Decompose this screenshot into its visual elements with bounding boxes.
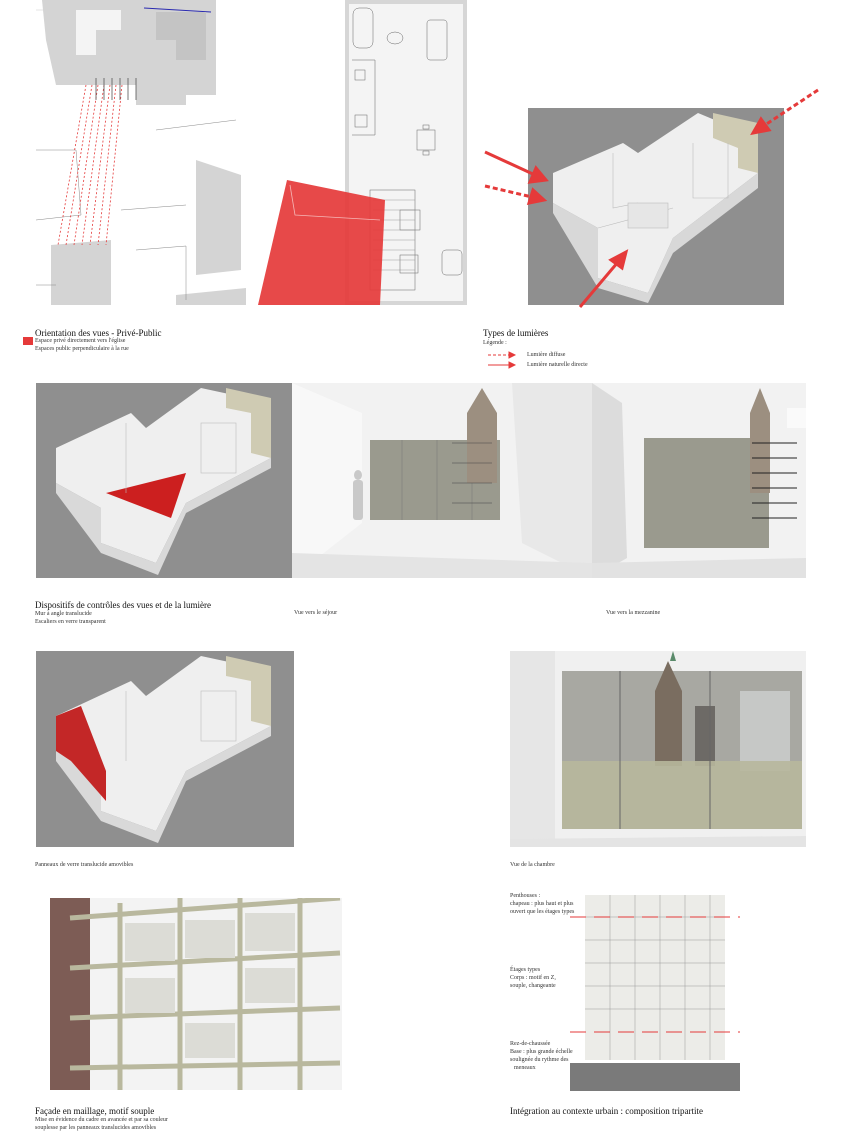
- annotation-rdc-line-1: Base : plus grande échelle: [510, 1049, 573, 1055]
- orientation-line-1: Espace privé directement vers l'église: [35, 338, 126, 344]
- living-room-view: [292, 383, 592, 578]
- dispositifs-line-1: Mur à angle translucide: [35, 611, 92, 617]
- bedroom-view: [510, 651, 806, 847]
- lumieres-title: Types de lumières: [483, 328, 549, 338]
- dispositifs-line-2: Escaliers en verre transparent: [35, 619, 106, 625]
- floor-plan: [255, 0, 470, 305]
- legend-arrows: [488, 350, 516, 372]
- integration-title: Intégration au contexte urbain : composition tripartite: [510, 1106, 703, 1116]
- annotation-rdc-line-2: soulignée du rythme des: [510, 1057, 569, 1063]
- private-space-swatch: [23, 337, 33, 345]
- site-plan: [36, 0, 246, 305]
- mezzanine-caption: Vue vers la mezzanine: [606, 610, 661, 616]
- controls-axonometric: [36, 383, 292, 578]
- panneaux-caption: Panneaux de verre translucide amovibles: [35, 862, 134, 868]
- annotation-penthouse-line-2: ouvert que les étages types: [510, 909, 575, 915]
- facade-line-2: souplesse par les panneaux translucides amovibles: [35, 1125, 157, 1131]
- facade-title: Façade en maillage, motif souple: [35, 1106, 155, 1116]
- annotation-rdc-heading: Rez-de-chaussée: [510, 1041, 551, 1047]
- annotation-penthouse-heading: Penthouses :: [510, 893, 541, 899]
- legend-diffuse: Lumière diffuse: [527, 352, 566, 358]
- sejour-caption: Vue vers le séjour: [294, 610, 338, 616]
- dispositifs-title: Dispositifs de contrôles des vues et de la lumière: [35, 600, 211, 610]
- panels-axonometric: [36, 651, 294, 847]
- annotation-etages-line-1: Corps : motif en Z,: [510, 975, 556, 981]
- lumieres-legend-label: Légende :: [483, 340, 507, 346]
- annotation-rdc-line-3: meneaux: [514, 1065, 536, 1071]
- light-arrows: [480, 82, 825, 312]
- legend-direct: Lumière naturelle directe: [527, 362, 588, 368]
- annotation-etages-line-2: souple, changeante: [510, 983, 556, 989]
- annotation-penthouse-line-1: chapeau : plus haut et plus: [510, 901, 574, 907]
- mezzanine-view: [592, 383, 806, 578]
- orientation-line-2: Espaces public perpendiculaire à la rue: [35, 346, 129, 352]
- facade-line-1: Mise en évidence du cadre en avancée et par sa couleur: [35, 1117, 168, 1123]
- facade-perspective: [50, 898, 342, 1090]
- orientation-title: Orientation des vues - Privé-Public: [35, 328, 162, 338]
- tripartite-elevation: [570, 895, 740, 1091]
- chambre-caption: Vue de la chambre: [510, 862, 555, 868]
- annotation-etages-heading: Étages types: [510, 967, 541, 973]
